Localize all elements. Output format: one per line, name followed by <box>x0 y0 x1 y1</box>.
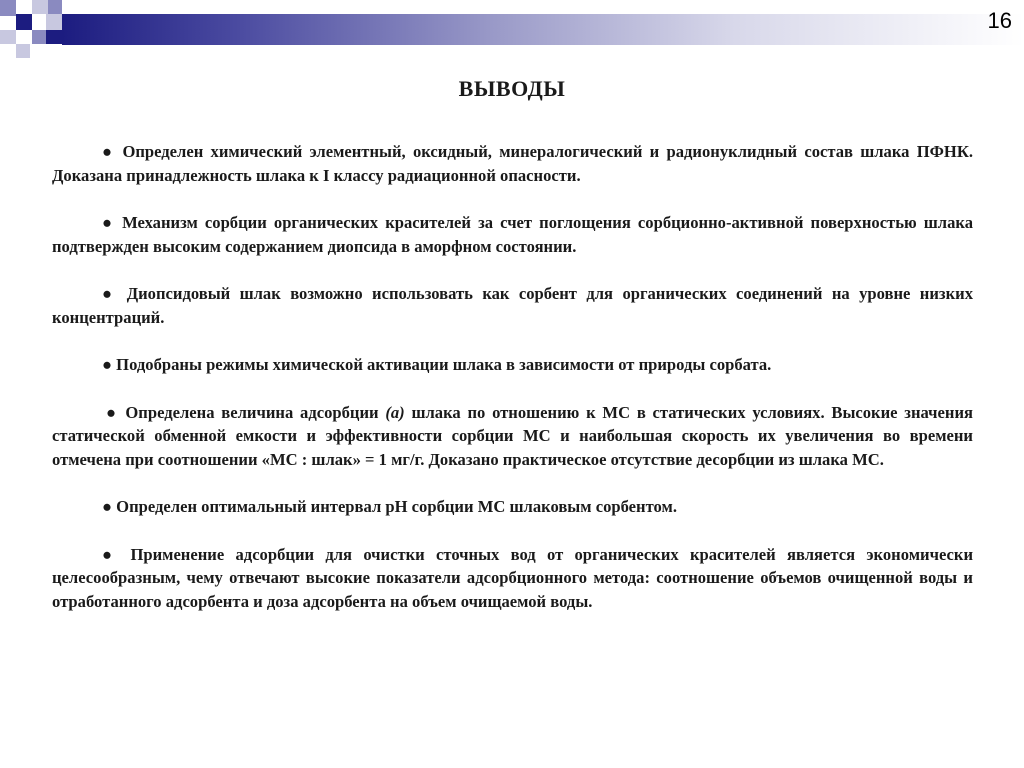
decor-square <box>32 0 48 14</box>
conclusion-item <box>52 401 973 472</box>
decor-square <box>16 14 32 30</box>
conclusions-list <box>52 140 973 637</box>
conclusion-item: ● Диопсидовый шлак возможно использовать как сорбент для органических соединений на уровне низких концентраций. <box>52 284 973 327</box>
decor-square <box>0 0 16 16</box>
conclusion-item: ● Применение адсорбции для очистки сточных вод от органических красителей является экономически целесообразным, чему отвечают высокие показатели адсорбционного метода: соотношение объемов очищенной воды и отработанного адсорбента и доза адсорбента на объем очищаемой воды. <box>52 544 973 611</box>
decor-square <box>48 0 62 14</box>
slide-number: 16 <box>987 8 1012 33</box>
decor-square <box>32 30 46 44</box>
conclusion-item: ● Подобраны режимы химической активации шлака в зависимости от природы сорбата. <box>102 355 772 374</box>
conclusion-item: ● Определен химический элементный, оксидный, минералогический и радионуклидный состав шлака ПФНК. Доказана принадлежность шлака к I классу радиационной опасности. <box>52 142 973 185</box>
decor-square <box>0 30 16 44</box>
decor-square <box>46 30 62 44</box>
conclusion-item: ● Механизм сорбции органических красителей за счет поглощения сорбционно-активной поверхностью шлака подтвержден высоким содержанием диопсида в аморфном состоянии. <box>52 213 973 256</box>
slide-title: ВЫВОДЫ <box>458 76 566 101</box>
conclusion-text: шлака по отношению к МС в статических условиях. Высокие значения статической обменной емкости и эффективности сорбции МС и наибольшая скорость их увеличения во времени отмечена при соотношении «МС : шлак» = 1 мг/г. Доказано практическое отсутствие десорбции из шлака МС. <box>52 402 973 469</box>
header-decoration <box>0 0 1024 64</box>
adsorption-symbol: (а) <box>385 402 405 422</box>
conclusion-text: ● Определена величина адсорбции <box>106 402 386 422</box>
decor-square <box>46 14 62 30</box>
conclusion-item: ● Определен оптимальный интервал рН сорбции МС шлаковым сорбентом. <box>102 497 677 516</box>
decor-square <box>16 44 30 58</box>
header-gradient-bar <box>62 14 1024 45</box>
